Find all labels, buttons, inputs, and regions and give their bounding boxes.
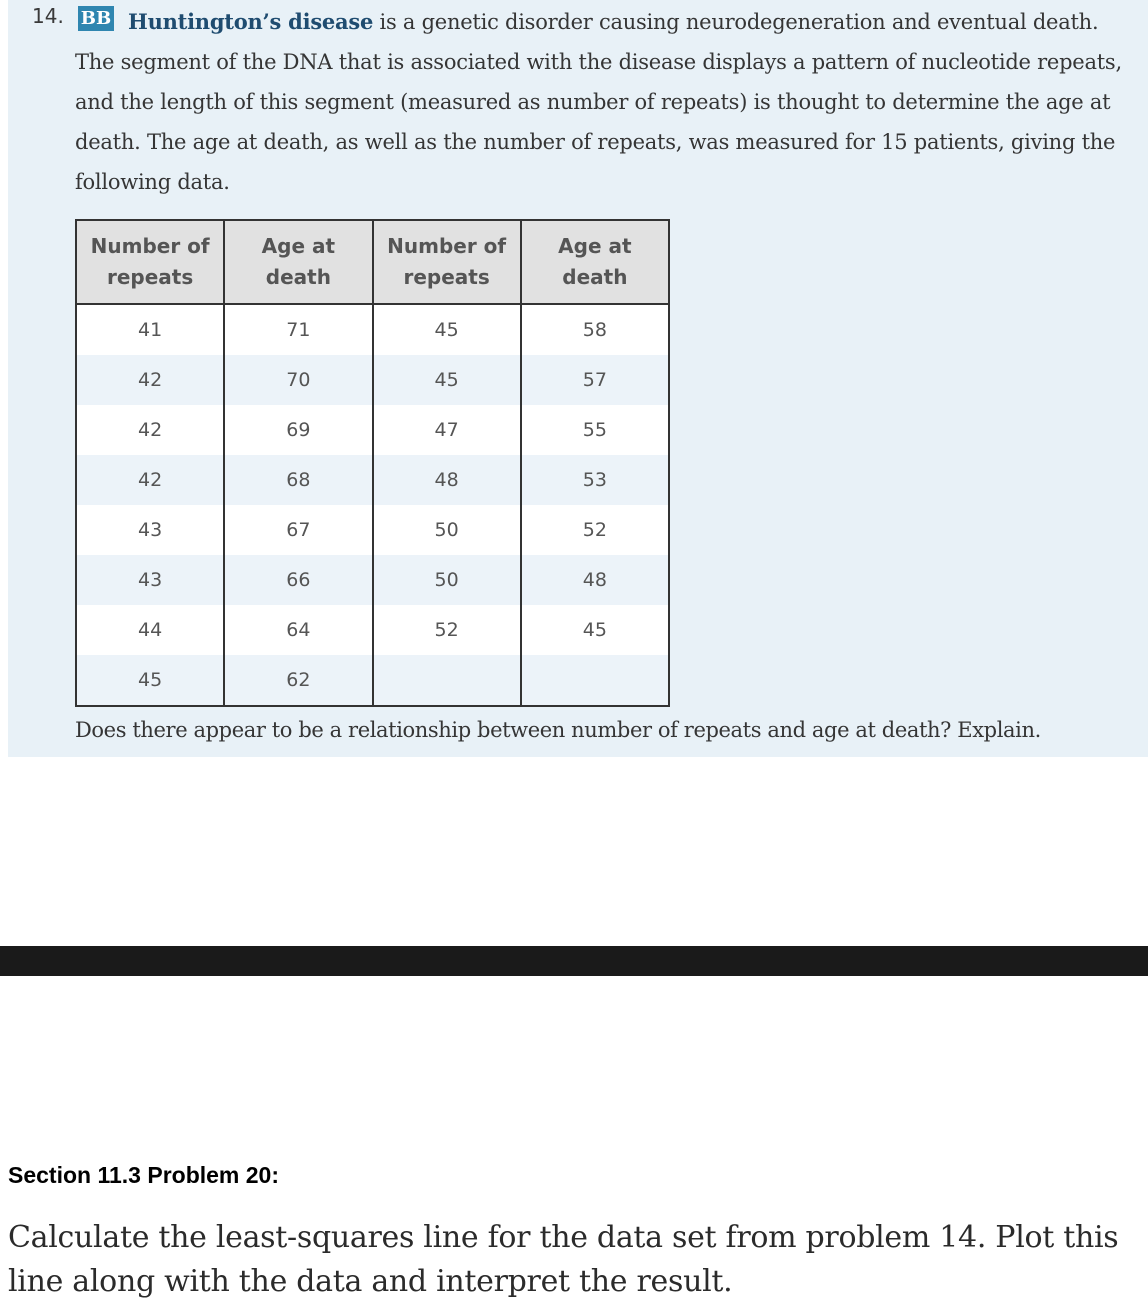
- table-cell: 71: [224, 304, 372, 355]
- data-table: [75, 219, 670, 707]
- table-cell: 58: [521, 304, 669, 355]
- table-header-row: [76, 220, 669, 304]
- table-cell: 66: [224, 555, 372, 605]
- table-row: [76, 355, 669, 405]
- table-cell: 45: [373, 304, 521, 355]
- header-repeats-2: Number of repeats: [373, 220, 521, 304]
- table-cell: 53: [521, 455, 669, 505]
- header-repeats-1: Number of repeats: [76, 220, 224, 304]
- table-cell: 42: [76, 455, 224, 505]
- table-cell: [521, 655, 669, 706]
- table-cell: 52: [521, 505, 669, 555]
- table-row: [76, 455, 669, 505]
- table-cell: 43: [76, 505, 224, 555]
- table-cell: 70: [224, 355, 372, 405]
- table-cell: 47: [373, 405, 521, 455]
- header-age-2: Age at death: [521, 220, 669, 304]
- table-cell: 52: [373, 605, 521, 655]
- table-cell: [373, 655, 521, 706]
- table-cell: 42: [76, 355, 224, 405]
- divider-bar: [0, 946, 1148, 976]
- table-cell: 62: [224, 655, 372, 706]
- table-row: [76, 605, 669, 655]
- problem-intro: [75, 2, 1143, 202]
- table-cell: 69: [224, 405, 372, 455]
- table-cell: 44: [76, 605, 224, 655]
- problem-question: Does there appear to be a relationship between number of repeats and age at death? Explain.: [75, 718, 1041, 742]
- table-cell: 67: [224, 505, 372, 555]
- table-cell: 43: [76, 555, 224, 605]
- intro-text: is a genetic disorder causing neurodegeneration and eventual death. The segment of the DNA that is associated with the disease displays a pattern of nucleotide repeats, and the length of this segment (measured as number of repeats) is thought to determine the age at death. The age at death, as well as the number of repeats, was measured for 15 patients, giving the following data.: [75, 10, 1122, 194]
- disease-title: Huntington’s disease: [128, 9, 374, 34]
- table-row: [76, 655, 669, 706]
- table-cell: 55: [521, 405, 669, 455]
- table-cell: 45: [76, 655, 224, 706]
- table-cell: 45: [521, 605, 669, 655]
- bb-badge: BB: [78, 6, 114, 31]
- table-cell: 48: [521, 555, 669, 605]
- table-cell: 68: [224, 455, 372, 505]
- table-row: [76, 555, 669, 605]
- problem-number: 14.: [32, 4, 64, 28]
- header-age-1: Age at death: [224, 220, 372, 304]
- table-cell: 42: [76, 405, 224, 455]
- table-cell: 48: [373, 455, 521, 505]
- table-cell: 50: [373, 555, 521, 605]
- table-cell: 57: [521, 355, 669, 405]
- section-title: Section 11.3 Problem 20:: [8, 1162, 280, 1188]
- table-cell: 50: [373, 505, 521, 555]
- table-cell: 64: [224, 605, 372, 655]
- table-cell: 45: [373, 355, 521, 405]
- table-cell: 41: [76, 304, 224, 355]
- table-row: [76, 304, 669, 355]
- section-text: Calculate the least-squares line for the data set from problem 14. Plot this line along with the data and interpret the result.: [8, 1220, 1119, 1299]
- table-row: [76, 505, 669, 555]
- table-row: [76, 405, 669, 455]
